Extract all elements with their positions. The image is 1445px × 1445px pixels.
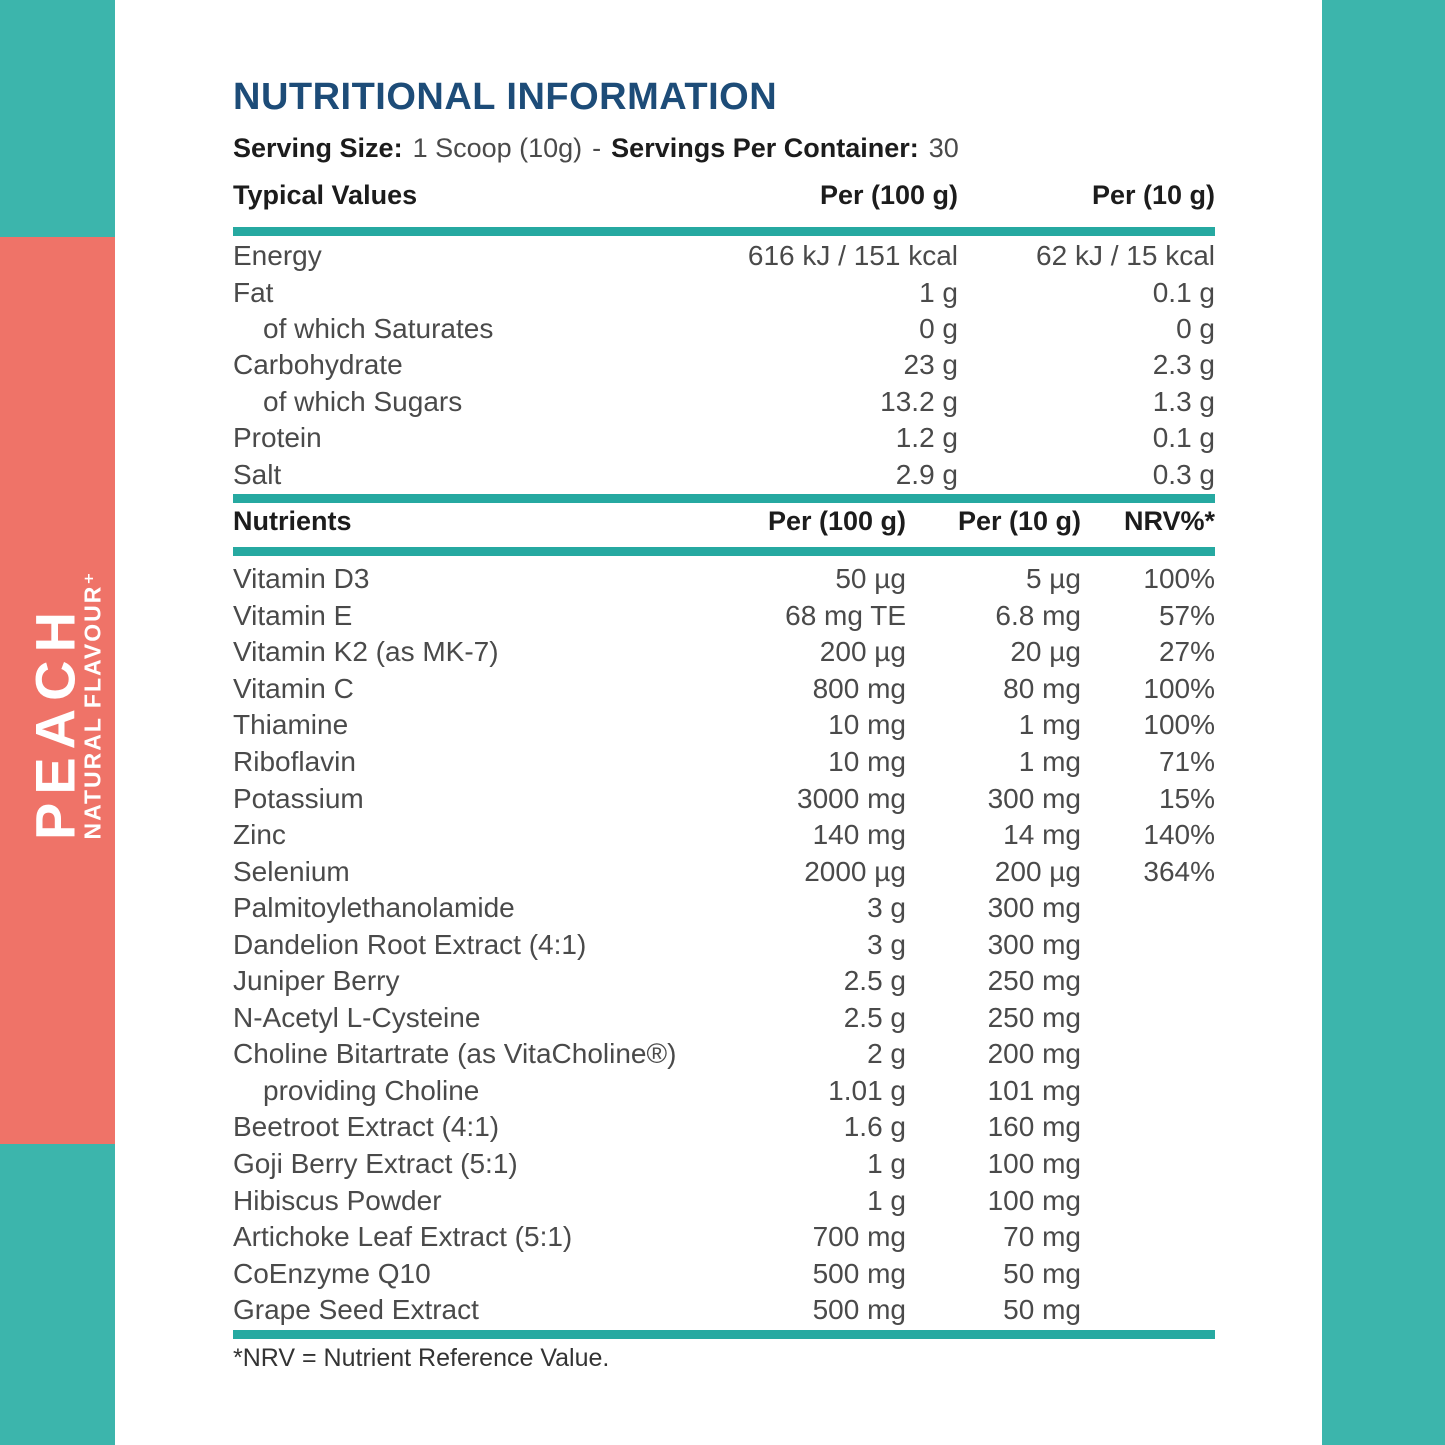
row-per100-value: 800 mg <box>812 672 906 704</box>
row-label: Vitamin C <box>233 672 354 704</box>
row-label: Salt <box>233 458 282 490</box>
row-per10-value: 101 mg <box>987 1074 1081 1106</box>
flavor-subtitle-vertical: NATURAL FLAVOUR⁺ <box>79 570 106 840</box>
nutrient-row <box>233 1073 1215 1110</box>
row-per100-value: 1 g <box>867 1148 906 1180</box>
row-nrv-value: 27% <box>1158 636 1215 668</box>
nutrients-col-per10: Per (10 g) <box>957 506 1081 536</box>
nutrient-row <box>233 1255 1215 1292</box>
row-label: Choline Bitartrate (as VitaCholine®) <box>233 1038 677 1070</box>
left-strip-teal-bottom <box>0 1144 115 1445</box>
row-per100-value: 2.5 g <box>843 965 906 997</box>
typical-values-section-label: Typical Values <box>233 180 418 210</box>
row-label: Hibiscus Powder <box>233 1184 442 1216</box>
row-per100-value: 50 µg <box>835 563 906 595</box>
row-per100-value: 2.9 g <box>895 458 958 490</box>
typical-values-row <box>233 311 1215 347</box>
row-per100-value: 68 mg TE <box>785 599 906 631</box>
nutrient-row <box>233 707 1215 744</box>
typical-values-row <box>233 238 1215 274</box>
nutrient-row <box>233 1000 1215 1037</box>
row-label: Beetroot Extract (4:1) <box>233 1111 500 1143</box>
servings-per-container-label: Servings Per Container: <box>611 133 919 163</box>
row-label: Vitamin K2 (as MK-7) <box>233 636 499 668</box>
row-label: Goji Berry Extract (5:1) <box>233 1148 518 1180</box>
nutrients-col-nrv: NRV%* <box>1123 506 1215 536</box>
row-label: Potassium <box>233 782 364 814</box>
row-per10-value: 20 µg <box>1010 636 1081 668</box>
row-per10-value: 2.3 g <box>1152 349 1215 381</box>
row-nrv-value: 364% <box>1143 855 1215 887</box>
row-label: Grape Seed Extract <box>233 1294 479 1326</box>
row-per10-value: 6.8 mg <box>995 599 1081 631</box>
nutrient-row <box>233 1182 1215 1219</box>
row-label: Fat <box>233 276 274 308</box>
row-per100-value: 616 kJ / 151 kcal <box>747 240 958 272</box>
row-per10-value: 62 kJ / 15 kcal <box>1036 240 1215 272</box>
row-per100-value: 700 mg <box>812 1221 906 1253</box>
row-per100-value: 23 g <box>903 349 958 381</box>
row-label: Palmitoylethanolamide <box>233 892 515 924</box>
nutrients-header-row <box>233 506 1215 537</box>
row-per10-value: 80 mg <box>1003 672 1081 704</box>
row-per100-value: 500 mg <box>812 1257 906 1289</box>
row-label: of which Sugars <box>263 385 463 417</box>
row-per10-value: 300 mg <box>987 782 1081 814</box>
nutrients-table <box>233 561 1215 1328</box>
row-per100-value: 1 g <box>919 276 958 308</box>
row-per100-value: 3 g <box>867 928 906 960</box>
row-per10-value: 250 mg <box>987 1001 1081 1033</box>
typical-values-col-per100: Per (100 g) <box>819 180 958 210</box>
divider-rule <box>233 1330 1215 1339</box>
row-label: Thiamine <box>233 709 349 741</box>
row-per10-value: 160 mg <box>987 1111 1081 1143</box>
row-label: Riboflavin <box>233 746 356 777</box>
row-per100-value: 1.01 g <box>828 1074 906 1106</box>
serving-size-value: 1 Scoop (10g) <box>412 133 583 163</box>
row-per10-value: 0.1 g <box>1152 276 1215 308</box>
nutrient-row <box>233 926 1215 963</box>
row-label: Juniper Berry <box>233 965 400 997</box>
row-nrv-value: 100% <box>1143 563 1215 595</box>
row-per10-value: 1 mg <box>1018 709 1081 741</box>
row-per10-value: 1.3 g <box>1152 385 1215 417</box>
row-per100-value: 1.2 g <box>895 422 958 454</box>
nutrient-row <box>233 671 1215 708</box>
row-per10-value: 100 mg <box>987 1148 1081 1180</box>
row-per100-value: 2 g <box>867 1038 906 1070</box>
row-label: Artichoke Leaf Extract (5:1) <box>233 1221 573 1253</box>
typical-values-row <box>233 384 1215 420</box>
typical-values-row <box>233 420 1215 456</box>
divider-rule <box>233 547 1215 556</box>
row-per10-value: 0.3 g <box>1152 458 1215 490</box>
row-per100-value: 500 mg <box>812 1294 906 1326</box>
typical-values-row <box>233 347 1215 383</box>
nutrient-row <box>233 780 1215 817</box>
row-per10-value: 250 mg <box>987 965 1081 997</box>
divider-rule <box>233 227 1215 236</box>
row-per100-value: 13.2 g <box>880 385 958 417</box>
divider-rule <box>233 494 1215 503</box>
nutrient-row <box>233 890 1215 927</box>
row-nrv-value: 71% <box>1158 746 1215 777</box>
row-per100-value: 3000 mg <box>797 782 906 814</box>
serving-separator: - <box>592 133 602 163</box>
row-nrv-value: 57% <box>1158 599 1215 631</box>
row-per100-value: 2000 µg <box>804 855 906 887</box>
row-nrv-value: 100% <box>1143 709 1215 741</box>
nutrient-row <box>233 817 1215 854</box>
row-per10-value: 70 mg <box>1003 1221 1081 1253</box>
row-label: Zinc <box>233 819 286 851</box>
typical-values-row <box>233 274 1215 310</box>
row-per100-value: 1 g <box>867 1184 906 1216</box>
nutrient-row <box>233 561 1215 598</box>
row-label: N-Acetyl L-Cysteine <box>233 1001 481 1033</box>
row-nrv-value: 15% <box>1158 782 1215 814</box>
row-label: CoEnzyme Q10 <box>233 1257 431 1289</box>
row-nrv-value: 100% <box>1143 672 1215 704</box>
row-per10-value: 300 mg <box>987 928 1081 960</box>
row-per100-value: 2.5 g <box>843 1001 906 1033</box>
row-per10-value: 50 mg <box>1003 1257 1081 1289</box>
row-label: Carbohydrate <box>233 349 403 381</box>
serving-info-line <box>233 133 959 164</box>
row-label: Vitamin E <box>233 599 353 631</box>
nutrient-row <box>233 1109 1215 1146</box>
nutrient-row <box>233 1146 1215 1183</box>
row-per10-value: 200 mg <box>987 1038 1081 1070</box>
row-per100-value: 0 g <box>919 312 958 344</box>
typical-values-col-per10: Per (10 g) <box>1091 180 1215 210</box>
nutrient-row <box>233 853 1215 890</box>
typical-values-row <box>233 456 1215 492</box>
nutrient-row <box>233 1036 1215 1073</box>
nutrient-row <box>233 1219 1215 1256</box>
row-per100-value: 140 mg <box>812 819 906 851</box>
row-per10-value: 0.1 g <box>1152 422 1215 454</box>
row-per100-value: 1.6 g <box>843 1111 906 1143</box>
nutrient-row <box>233 963 1215 1000</box>
row-label: providing Choline <box>263 1074 480 1106</box>
row-per10-value: 200 µg <box>994 855 1081 887</box>
row-label: Protein <box>233 422 322 454</box>
page-title: NUTRITIONAL INFORMATION <box>233 76 778 118</box>
row-per10-value: 0 g <box>1176 312 1215 344</box>
nutrient-row <box>233 634 1215 671</box>
nrv-footnote: *NRV = Nutrient Reference Value. <box>233 1344 610 1372</box>
row-per10-value: 100 mg <box>987 1184 1081 1216</box>
flavor-name-vertical: PEACH <box>23 603 87 841</box>
row-label: Selenium <box>233 855 350 887</box>
nutrient-row <box>233 1292 1215 1329</box>
row-per10-value: 5 µg <box>1025 563 1081 595</box>
row-label: Dandelion Root Extract (4:1) <box>233 928 587 960</box>
servings-per-container-value: 30 <box>928 133 959 163</box>
row-label: Vitamin D3 <box>233 563 370 595</box>
row-per10-value: 14 mg <box>1003 819 1081 851</box>
nutrients-col-per100: Per (100 g) <box>767 506 906 536</box>
row-per100-value: 200 µg <box>819 636 906 668</box>
nutrients-section-label: Nutrients <box>233 506 352 536</box>
serving-size-label: Serving Size: <box>233 133 403 163</box>
row-per10-value: 50 mg <box>1003 1294 1081 1326</box>
nutrient-row <box>233 744 1215 781</box>
left-strip-teal-top <box>0 0 115 237</box>
row-nrv-value: 140% <box>1143 819 1215 851</box>
row-per100-value: 10 mg <box>828 746 906 777</box>
nutrient-row <box>233 598 1215 635</box>
row-label: Energy <box>233 240 322 272</box>
row-label: of which Saturates <box>263 312 494 344</box>
row-per10-value: 1 mg <box>1018 746 1081 777</box>
row-per10-value: 300 mg <box>987 892 1081 924</box>
typical-values-header-row <box>233 180 1215 211</box>
right-strip-teal <box>1322 0 1445 1445</box>
typical-values-table <box>233 238 1215 493</box>
row-per100-value: 3 g <box>867 892 906 924</box>
row-per100-value: 10 mg <box>828 709 906 741</box>
